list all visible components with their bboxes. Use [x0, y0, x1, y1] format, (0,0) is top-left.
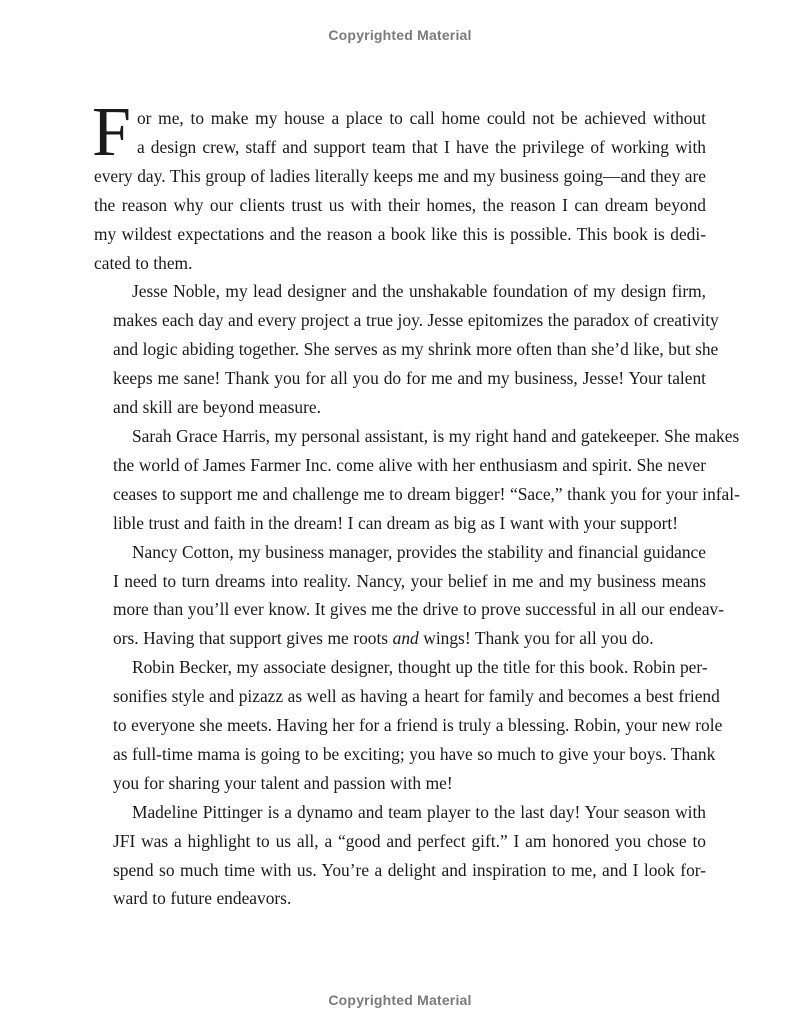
text-line: Jesse Noble, my lead designer and the unshakable foundation of my design firm, — [132, 281, 706, 302]
text-line: you for sharing your talent and passion with me! — [113, 772, 453, 793]
text-line — [94, 624, 706, 653]
text-line: more than you’ll ever know. It gives me the drive to prove successful in all our endeav- — [113, 599, 725, 620]
text-line: Sarah Grace Harris, my personal assistant, is my right hand and gatekeeper. She makes — [132, 425, 740, 446]
text-line: or me, to make my house a place to call home could not be achieved without — [136, 108, 706, 128]
text-line: Robin Becker, my associate designer, thought up the title for this book. Robin per- — [132, 657, 708, 678]
text-line: makes each day and every project a true joy. Jesse epitomizes the paradox of creativity — [113, 310, 719, 331]
text-line: a design crew, staff and support team that I have the privilege of working with — [136, 136, 706, 157]
text-line: spend so much time with us. You’re a delight and inspiration to me, and I look for- — [113, 859, 706, 880]
text-line: the world of James Farmer Inc. come alive with her enthusiasm and spirit. She never — [113, 454, 706, 475]
paragraph-nancy-cotton — [94, 538, 725, 654]
text-segment: ors. Having that support gives me roots — [113, 628, 393, 649]
copyright-watermark-bottom: Copyrighted Material — [328, 992, 472, 1008]
emphasis-text: and — [392, 628, 419, 649]
text-line: Nancy Cotton, my business manager, provides the stability and financial guidance — [132, 541, 706, 562]
text-line: every day. This group of ladies literally keeps me and my business going—and they are — [94, 165, 706, 186]
text-line: ceases to support me and challenge me to dream bigger! “Sace,” thank you for your infal- — [113, 483, 740, 504]
text-line: I need to turn dreams into reality. Nancy, your belief in me and my business means — [113, 570, 706, 591]
paragraph-sarah-grace-harris — [94, 422, 740, 538]
text-line: ward to future endeavors. — [113, 888, 292, 909]
text-line: and logic abiding together. She serves as my shrink more often than she’d like, but she — [113, 339, 719, 360]
paragraph-jesse-noble — [94, 277, 719, 422]
text-line: keeps me sane! Thank you for all you do for me and my business, Jesse! Your talent — [113, 368, 706, 389]
text-line: cated to them. — [94, 252, 193, 273]
paragraph-madeline-pittinger — [94, 798, 706, 914]
paragraph-robin-becker — [94, 653, 723, 798]
text-line: sonifies style and pizazz as well as having a heart for family and becomes a best friend — [113, 686, 720, 707]
text-line: Madeline Pittinger is a dynamo and team player to the last day! Your season with — [132, 801, 706, 822]
dedication-body — [92, 94, 740, 913]
paragraph-intro — [92, 94, 706, 277]
text-segment: wings! Thank you for all you do. — [418, 628, 654, 649]
text-line: lible trust and faith in the dream! I can dream as big as I want with your support! — [113, 512, 679, 533]
copyright-watermark-top: Copyrighted Material — [328, 27, 472, 43]
text-line: JFI was a highlight to us all, a “good and perfect gift.” I am honored you chose to — [113, 830, 706, 851]
text-line: to everyone she meets. Having her for a friend is truly a blessing. Robin, your new role — [113, 715, 723, 736]
drop-cap-letter: F — [92, 94, 131, 171]
text-line: as full-time mama is going to be exciting; you have so much to give your boys. Thank — [113, 743, 716, 764]
text-line: my wildest expectations and the reason a book like this is possible. This book is dedi- — [94, 223, 706, 244]
text-line: the reason why our clients trust us with their homes, the reason I can dream beyond — [94, 194, 706, 215]
text-line: and skill are beyond measure. — [113, 397, 321, 418]
